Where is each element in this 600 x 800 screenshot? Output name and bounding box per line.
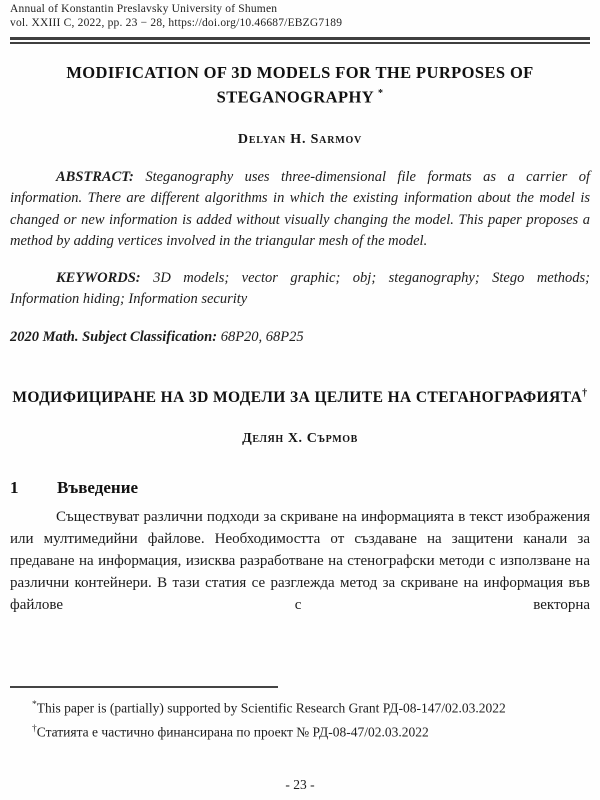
running-head-line1: Annual of Konstantin Preslavsky University of Shumen	[10, 3, 278, 15]
footnote-2	[10, 719, 590, 743]
article-title-en	[10, 62, 590, 108]
title-bg-footnote-mark: †	[582, 387, 588, 399]
section-number: 1	[10, 477, 19, 497]
author-name-bg: Делян Х. Сърмов	[242, 430, 358, 446]
body-paragraph: Съществуват различни подходи за скриване на информацията в текст изображения или мултимедийни файлове. Необходимостта от създаване на защитени канали за предаване на информация, изисква разработване на стенографски методи с използване на различни контейнери. В тази статия се разглежда метод за скриване на информация във файлове с векторна	[10, 508, 590, 613]
article-title-en-text: MODIFICATION OF 3D MODELS FOR THE PURPOSES OF STEGANOGRAPHY	[66, 63, 534, 107]
section-heading	[10, 477, 590, 498]
classification-label: 2020 Math. Subject Classification:	[10, 328, 218, 345]
keywords-paragraph	[10, 268, 590, 311]
running-head	[10, 3, 590, 30]
abstract-text: Steganography uses three-dimensional file formats as a carrier of information. There are different algorithms in which the existing information about the model is changed or new information is added without visually changing the model. This paper proposes a method by adding vertices involved in the triangular mesh of the model.	[10, 168, 590, 249]
footnote-area	[10, 686, 590, 742]
author-name-en: Delyan H. Sarmov	[237, 131, 363, 147]
footnote-1	[10, 695, 590, 719]
title-footnote-mark: *	[377, 88, 384, 99]
footnote-2-text: Статията е частично финансирана по проект № РД-08-47/02.03.2022	[36, 724, 429, 739]
running-head-line2: vol. XXIII C, 2022, pp. 23 − 28, https://doi.org/10.46687/EBZG7189	[10, 16, 343, 29]
abstract-paragraph	[10, 167, 590, 253]
header-divider	[10, 37, 590, 44]
keywords-label: KEYWORDS:	[56, 269, 141, 286]
article-title-bg-text: МОДИФИЦИРАНЕ НА 3D МОДЕЛИ ЗА ЦЕЛИТЕ НА СТЕГАНОГРАФИЯТА	[12, 388, 583, 406]
footnote-2-marker: †	[32, 723, 37, 734]
footnote-1-marker: *	[32, 700, 37, 710]
section-title: Въведение	[57, 477, 139, 497]
classification-value: 68P20, 68P25	[217, 328, 304, 345]
keywords-text: 3D models; vector graphic; obj; steganography; Stego methods; Information hiding; Information security	[10, 269, 590, 307]
page-number: - 23 -	[285, 777, 315, 792]
article-title-bg	[10, 383, 590, 408]
subject-classification	[10, 327, 590, 347]
footnote-1-text: This paper is (partially) supported by Scientific Research Grant РД-08-147/02.03.2022	[36, 700, 506, 716]
footnote-divider	[10, 686, 278, 688]
abstract-label: ABSTRACT:	[56, 168, 134, 185]
